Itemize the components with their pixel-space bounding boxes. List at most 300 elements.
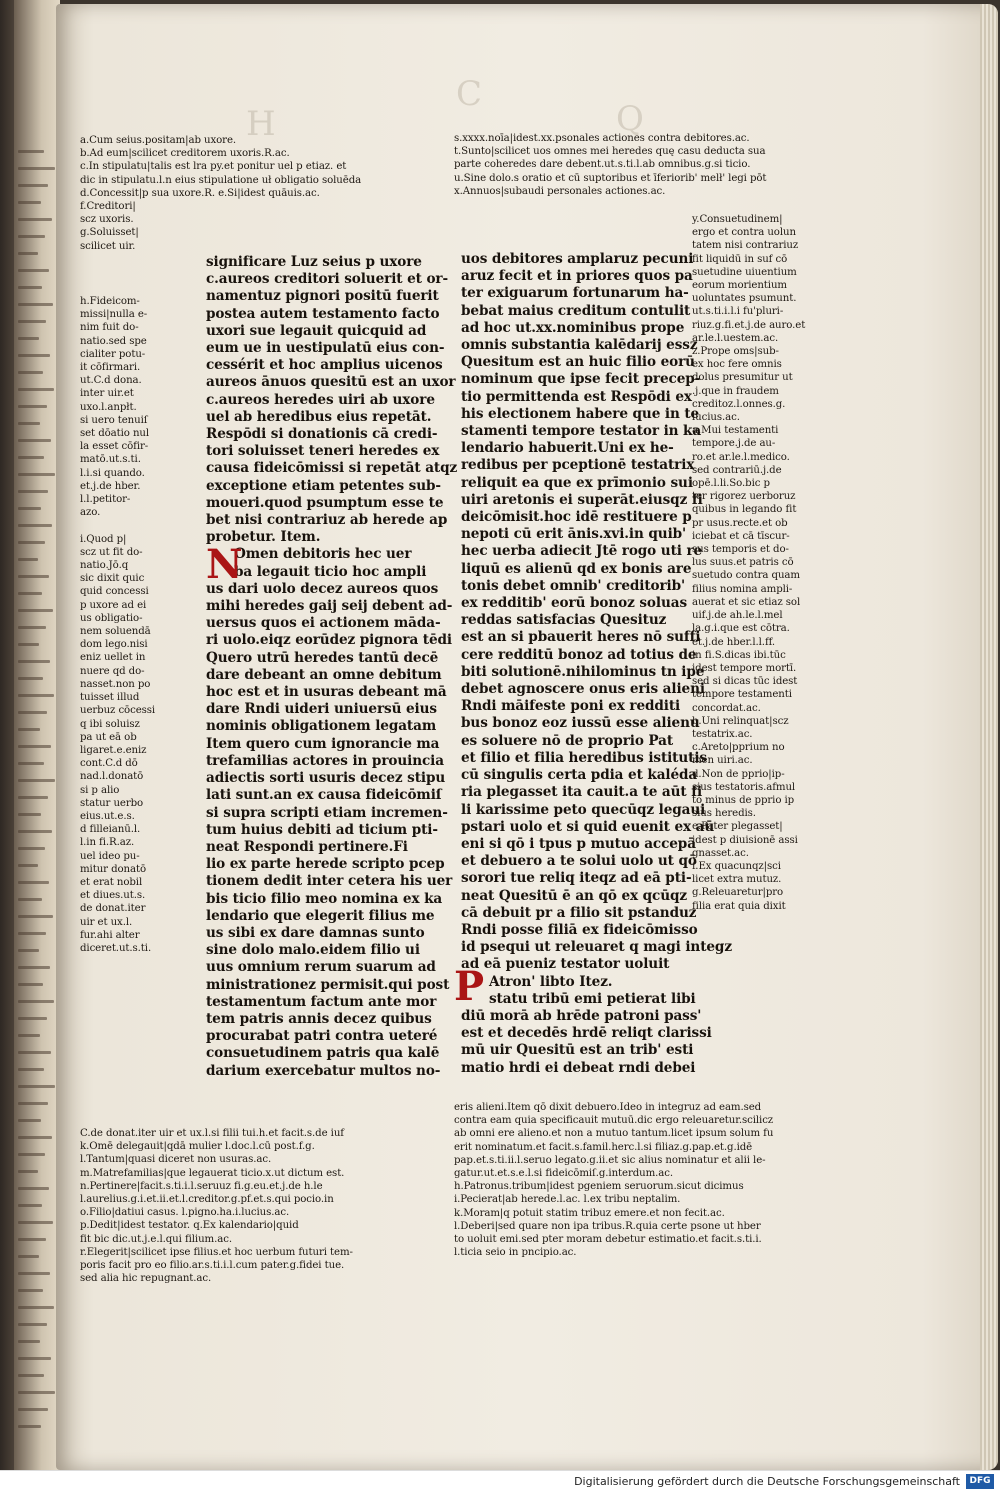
text-line: Omen debitoris hec uer	[234, 546, 412, 563]
facing-page-text-stub	[18, 1323, 47, 1326]
facing-page-text-stub	[18, 694, 54, 697]
text-line: missi|nulla e-	[80, 309, 148, 321]
facing-page-text-stub	[18, 524, 52, 527]
text-line: us obligatio-	[80, 612, 143, 624]
text-line: et filio et filia heredibus istitutis	[461, 749, 707, 766]
text-line: probetur. Item.	[206, 529, 321, 546]
gloss-top-left	[80, 134, 420, 253]
text-line: eorum morientium	[692, 280, 787, 292]
text-line: r.Elegerit|scilicet ipse filius.et hoc uerbum futuri tem-	[80, 1246, 353, 1258]
text-line: nim fuit do-	[80, 322, 139, 334]
text-line: k.Moram|q potuit statim tribuz emere.et non fecit.ac.	[454, 1207, 725, 1219]
facing-page-text-stub	[18, 1340, 40, 1343]
manuscript-page	[56, 4, 998, 1470]
text-line: ria plegasset ita cauit.a te aūt fi	[461, 784, 703, 801]
footer-bar	[0, 1470, 1000, 1493]
text-line: aruz fecit et in priores quos pa	[461, 268, 693, 285]
facing-page-text-stub	[18, 473, 55, 476]
facing-page-text-stub	[18, 167, 55, 170]
gloss-bottom-right	[454, 1101, 834, 1259]
text-line: bis ticio filio meo nomina ex ka	[206, 890, 443, 907]
text-line: ut.s.ti.i.l.i fu'pluri-	[692, 306, 784, 318]
facing-page-text-stub	[18, 235, 45, 238]
text-line: sius testatoris.afmul	[692, 781, 796, 793]
text-line: n.Pertinere|facit.s.ti.i.l.seruuz fi.g.eu.et.j.de h.le	[80, 1180, 323, 1192]
facing-page-text-stub	[18, 507, 41, 510]
text-line: dare debeant an omne debitum	[206, 666, 442, 683]
text-line: eniz uellet in	[80, 652, 146, 664]
text-line: de donat.iter	[80, 903, 146, 915]
text-line: u.Sine dolo.s oratio et cū suptoribus et īferiorib' melł' legi pōt	[454, 172, 767, 184]
text-line: reliquit ea que ex prīmonio sui	[461, 474, 693, 491]
text-line: dic in stipulatu.l.n eius stipulatione uł obligatio soluēda	[80, 174, 362, 186]
facing-page-text-stub	[18, 1017, 47, 1020]
text-line: lendario que elegerit filius me	[206, 907, 435, 924]
text-line: ri uolo.eiqz eorūdez pignora tēdi	[206, 632, 452, 649]
text-line: Respōdi si donationis cā credi-	[206, 426, 438, 443]
text-line: eni si qō i tpus p mutuo accepā	[461, 835, 696, 852]
text-line: Rndi posse filiā ex fideicōmisso	[461, 921, 698, 938]
text-line: bebat maius creditum contulit	[461, 302, 691, 319]
text-line: la esset cōfir-	[80, 441, 149, 453]
text-line: natio.sed spe	[80, 335, 147, 347]
text-line: quibus in legando fit	[692, 504, 797, 516]
text-line: cere redditū bonoz ad totius de	[461, 646, 697, 663]
text-line: contra eam quia specificauit mutuū.dic ergo releuaretur.scilicz	[454, 1115, 774, 1127]
text-line: nuere qd do-	[80, 665, 145, 677]
facing-page-text-stub	[18, 1000, 54, 1003]
text-line: h.Patronus.tribum|idest pgeniem seruorum.sicut dicimus	[454, 1181, 744, 1193]
text-line: z.Prope oms|sub-	[692, 346, 779, 358]
text-line: uel ab heredibus eius repetāt.	[206, 408, 432, 425]
facing-page-text-stub	[18, 762, 44, 765]
text-line: p uxore ad ei	[80, 599, 147, 611]
text-line: a.Mui testamenti	[692, 425, 779, 437]
facing-page-text-stub	[18, 286, 42, 289]
dfg-logo: DFG	[966, 1474, 994, 1489]
text-line: lendario habuerit.Uni ex he-	[461, 440, 674, 457]
facing-page-text-stub	[18, 354, 50, 357]
text-line: sorori tue reliq iteqz ad eā pti-	[461, 870, 692, 887]
text-line: uxo.l.anpłt.	[80, 401, 137, 413]
text-line: sed si dicas tūc idest	[692, 676, 798, 688]
text-line: uersus quos ei actionem māda-	[206, 615, 441, 632]
text-line: licet extra mutuz.	[692, 874, 782, 886]
text-line: et.j.de hber.	[80, 480, 141, 492]
text-line: diceret.ut.s.ti.	[80, 942, 152, 954]
text-line: tori soluisset teneri heredes ex	[206, 443, 440, 460]
text-line: moueri.quod psumptum esse te	[206, 494, 444, 511]
text-line: q ibi soluisz	[80, 718, 140, 730]
facing-page-text-stub	[18, 677, 43, 680]
facing-page-text-stub	[18, 1289, 43, 1292]
text-line: erit nominatum.et facit.s.famil.herc.l.si filiaz.g.pap.et.g.idē	[454, 1141, 753, 1153]
left-page-edge	[14, 0, 60, 1470]
facing-page-text-stub	[18, 949, 39, 952]
text-line: namentuz pignori positū fuerit	[206, 288, 439, 305]
text-line: eius.ut.e.s.	[80, 810, 135, 822]
text-line: in fi.S.dicas ibi.tūc	[692, 649, 786, 661]
text-line: lati sunt.an ex causa fideicōmiſ	[206, 787, 442, 804]
text-line: creditoz.l.onnes.g.	[692, 398, 786, 410]
facing-page-text-stub	[18, 813, 41, 816]
text-line: pstari uolo et si quid euenit ex aū	[461, 818, 715, 835]
text-line: men uiri.ac.	[692, 755, 753, 767]
text-line: omnis substantia kalēdarij essz	[461, 337, 698, 354]
facing-page-text-stub	[18, 864, 38, 867]
text-line: pap.et.s.ti.ii.l.seruo legato.g.ii.et sic alius nominatur et alii le-	[454, 1154, 766, 1166]
text-line: cessérit et hoc amplius uicenos	[206, 357, 443, 374]
decorated-initial-p: P	[454, 963, 485, 1010]
text-line: scz ut fit do-	[80, 546, 143, 558]
text-line: it cōfirmari.	[80, 362, 141, 374]
text-line: dare Rndi uideri uniuersū eius	[206, 701, 437, 718]
text-line: l.ticia seio in pncipio.ac.	[454, 1247, 577, 1259]
facing-page-text-stub	[18, 1068, 44, 1071]
text-line: ter exiguarum fortunarum ha-	[461, 285, 689, 302]
text-line: scz uxoris.	[80, 214, 134, 226]
text-line: tempore.j.de au-	[692, 438, 776, 450]
text-line: us sibi ex dare damnas sunto	[206, 924, 425, 941]
text-line: sed alia hic repugnant.ac.	[80, 1273, 212, 1285]
facing-page-text-stub	[18, 1221, 53, 1224]
text-line: uxori sue legauit quicquid ad	[206, 322, 427, 339]
text-line: li karissime peto quecūqz legaui	[461, 801, 706, 818]
text-line: b.Ad eum|scilicet creditorem uxoris.R.ac.	[80, 148, 290, 160]
facing-page-text-stub	[18, 1204, 42, 1207]
text-line: uerbuz cōcessi	[80, 705, 156, 717]
facing-page-text-stub	[18, 745, 51, 748]
text-line: ex redditib' eorū bonoz soluas	[461, 595, 688, 612]
facing-page-text-stub	[18, 932, 46, 935]
facing-page-text-stub	[18, 1119, 41, 1122]
text-line: ex hoc fere omnis	[692, 359, 782, 371]
facing-page-text-stub	[18, 796, 48, 799]
text-line: sus temporis et do-	[692, 544, 789, 556]
text-line: Rndi māifeste poni ex redditi	[461, 698, 681, 715]
text-line: natio.Jō.q	[80, 560, 129, 572]
text-line: tatem nisi contrariuz	[692, 240, 799, 252]
text-line: e.Pater plegasset|	[692, 821, 783, 833]
text-line: adiectis sorti usuris decez stipu	[206, 770, 446, 787]
bleed-through-mark: H	[246, 104, 276, 144]
main-text-column-1	[206, 254, 458, 1080]
facing-page-text-stub	[18, 1170, 38, 1173]
text-line: fur.ahi alter	[80, 929, 140, 941]
text-line: riuz.g.fi.et.j.de auro.et	[692, 319, 806, 331]
facing-page-text-stub	[18, 439, 51, 442]
text-line: uos debitores amplaruz pecuni	[461, 251, 694, 267]
text-line: ad eā pueniz testator uoluit	[461, 956, 670, 973]
text-line	[80, 519, 198, 532]
gloss-top-right	[454, 132, 854, 198]
facing-page-text-stub	[18, 881, 49, 884]
text-line: Atron' libto Itez.	[489, 973, 613, 990]
text-line: ba legauit ticio hoc ampli	[234, 563, 427, 580]
text-line: cū singulis certa pdia et kaléda	[461, 767, 698, 784]
text-line: c.In stipulatu|talis est lra py.et ponitur uel p etiaz. et	[80, 161, 347, 173]
text-line: nad.l.donatō	[80, 771, 144, 783]
text-line: s.xxxx.noīa|idest.xx.psonales actiones contra debitores.ac.	[454, 133, 750, 144]
text-line: l.l.petitor-	[80, 494, 131, 506]
facing-page-text-stub	[18, 1255, 39, 1258]
text-line: bus bonoz eoz iussū esse alienu	[461, 715, 700, 732]
text-line: c.aureos heredes uiri ab uxore	[206, 391, 435, 408]
text-line: lio ex parte herede scripto pcep	[206, 856, 445, 873]
text-line: sine dolo malo.eidem filio ui	[206, 942, 420, 959]
text-line: cont.C.d dō	[80, 758, 138, 770]
text-line: ro.et ar.le.l.medico.	[692, 451, 790, 463]
facing-page-text-stub	[18, 1272, 50, 1275]
text-line: l.Deberi|sed quare non ipa tribus.R.quia certe psone ut hber	[454, 1220, 761, 1232]
facing-page-text-stub	[18, 1136, 52, 1139]
text-line: l.i.si quando.	[80, 467, 145, 479]
facing-page-text-stub	[18, 847, 45, 850]
facing-page-text-stub	[18, 303, 53, 306]
facing-page-text-stub	[18, 541, 45, 544]
text-line: hec uerba adiecit Jtē rogo uti re	[461, 543, 703, 560]
facing-page-text-stub	[18, 252, 38, 255]
text-line: procurabat patri contra ueteré	[206, 1028, 438, 1045]
text-line: tio permittenda est Respōdi ex	[461, 388, 692, 405]
facing-page-text-stub	[18, 1102, 48, 1105]
text-line: tonis debet omnib' creditorib'	[461, 577, 686, 594]
text-line: l.Tantum|quasi diceret non usuras.ac.	[80, 1154, 272, 1166]
text-line: Quero utrū heredes tantū decē	[206, 649, 439, 666]
text-line: gatur.ut.et.s.e.l.si fideicōmiſ.g.interdum.ac.	[454, 1168, 674, 1180]
facing-page-text-stub	[18, 320, 46, 323]
text-line: matio hrdi ei debeat rndi debei	[461, 1059, 696, 1076]
text-line: pr usus.recte.et ob	[692, 517, 788, 529]
text-line: parte coheredes dare debent.ut.s.ti.l.ab omnibus.g.si ticio.	[454, 159, 751, 171]
text-line: exceptione etiam petentes sub-	[206, 477, 441, 494]
text-line: lucius.ac.	[692, 412, 740, 424]
text-line: uir et ux.l.	[80, 916, 133, 928]
facing-page-text-stub	[18, 1391, 55, 1394]
text-line: filia erat quia dixit	[692, 900, 786, 912]
text-line: nominis obligationem legatam	[206, 718, 437, 735]
text-line: neat Quesitū ē an qō ex qcūqz	[461, 887, 688, 904]
text-line: t.Sunto|scilicet uos omnes mei heredes quę casu deducta sua	[454, 146, 766, 158]
facing-page-text-stub	[18, 371, 43, 374]
text-line: fit liquidū in suf cō	[692, 253, 788, 265]
text-line: to minus de pprio ip	[692, 794, 795, 806]
text-line: idest p diuisionē assi	[692, 834, 798, 846]
text-line: c.Areto|pprium no	[692, 742, 785, 754]
text-line: uel ideo pu-	[80, 850, 140, 862]
text-line: ar.le.l.uestem.ac.	[692, 332, 779, 344]
text-line: deicōmisit.hoc idē restituere p	[461, 509, 692, 526]
text-line: mū uir Quesitū est an trib' esti	[461, 1042, 694, 1059]
text-line: his electionem habere que in te	[461, 405, 700, 422]
text-line: causa fideicōmissi si repetāt atqz	[206, 460, 458, 477]
text-line: x.Annuos|subaudi personales actiones.ac.	[454, 185, 666, 197]
facing-page-text-stub	[18, 422, 40, 425]
text-line: mihi heredes gaij seij debent ad-	[206, 598, 453, 615]
text-line: ter rigorez uerboruz	[692, 491, 796, 503]
facing-page-text-stub	[18, 966, 50, 969]
text-line: la.g.i.que est cōtra.	[692, 623, 790, 635]
facing-page-text-stub	[18, 1306, 54, 1309]
text-line: statu tribū emi petierat libi	[489, 990, 696, 1007]
text-line: bet nisi contrariuz ab herede ap	[206, 512, 448, 529]
facing-page-text-stub	[18, 779, 55, 782]
text-line: uif.j.de ah.le.l.mel	[692, 610, 783, 622]
text-line: d.Non de pprio|ip-	[692, 768, 785, 780]
text-line: opē.l.li.So.bic p	[692, 478, 770, 490]
text-line: nem soluendā	[80, 626, 151, 638]
facing-page-text-stub	[18, 201, 41, 204]
facing-page-text-stub	[18, 150, 44, 153]
text-line: ad hoc ut.xx.nominibus prope	[461, 319, 685, 336]
bleed-through-mark: C	[456, 74, 483, 114]
text-line: suetudo contra quam	[692, 570, 800, 582]
gloss-bottom-left	[80, 1127, 420, 1285]
facing-page-text-stub	[18, 1034, 40, 1037]
text-line: consuetudinem patris qua kalē	[206, 1045, 440, 1062]
facing-page-text-stub	[18, 388, 54, 391]
text-line: filius nomina ampli-	[692, 583, 793, 595]
text-line: ministrationez permisit.qui post	[206, 976, 450, 993]
text-line: et debuero a te solui uolo ut qō	[461, 853, 697, 870]
facing-page-text-stub	[18, 184, 48, 187]
text-line: ligaret.e.eniz	[80, 744, 147, 756]
text-line: redibus per pceptionē testatrix	[461, 457, 695, 474]
text-line: inter uir.et	[80, 388, 134, 400]
facing-page-text-stub	[18, 711, 47, 714]
facing-page-text-stub	[18, 269, 49, 272]
text-line: es soluere nō de proprio Pat	[461, 732, 674, 749]
facing-page-text-stub	[18, 1357, 51, 1360]
text-line: si p alio	[80, 784, 120, 796]
facing-page-text-stub	[18, 1238, 46, 1241]
facing-page-text-stub	[18, 643, 39, 646]
facing-page-text-stub	[18, 456, 44, 459]
text-line: dolus presumitur ut	[692, 372, 793, 384]
text-line: et.j.de hber.l.l.ff.	[692, 636, 776, 648]
text-line: d filleianū.l.	[80, 824, 141, 836]
text-line: scilicet uir.	[80, 240, 136, 252]
text-line: est an si pbauerit heres nō suffi	[461, 629, 701, 646]
text-line: o.Filio|datiui casus. l.pigno.ha.i.lucius.ac.	[80, 1207, 290, 1219]
facing-page-text-stub	[18, 1187, 49, 1190]
text-line: iciebat et cā tīscur-	[692, 530, 790, 542]
text-line: .j.que in fraudem	[692, 385, 779, 397]
text-line: hoc est et in usuras debeant mā	[206, 684, 447, 701]
text-line: us dari uolo decez aureos quos	[206, 580, 439, 597]
page-stack-edges	[980, 4, 998, 1470]
text-line: uus omnium rerum suarum ad	[206, 959, 436, 976]
text-line: tum huius debiti ad ticium pti-	[206, 821, 438, 838]
text-line: k.Omē delegauit|qdā mulier l.doc.l.cū post.f.g.	[80, 1141, 315, 1153]
text-line: cā debuit pr a filio sit pstanduz	[461, 904, 697, 921]
text-line: testatrix.ac.	[692, 728, 753, 740]
text-line: stamenti tempore testator in ka	[461, 423, 702, 440]
text-line: matō.ut.s.ti.	[80, 454, 141, 466]
text-line: idest tempore mortī.	[692, 662, 797, 674]
text-line: dom lego.nisi	[80, 639, 148, 651]
facing-page-text-stub	[18, 660, 50, 663]
text-line: C.de donat.iter uir et ux.l.si filii tui.h.et facit.s.de iuf	[80, 1128, 344, 1139]
facing-page-text-stub	[18, 575, 49, 578]
facing-page-text-stub	[18, 1374, 44, 1377]
text-line: f.Creditori|	[80, 201, 136, 213]
text-line: et diues.ut.s.	[80, 890, 146, 902]
text-line: neat Respondi pertinere.Fi	[206, 838, 408, 855]
text-line: nominum que ipse fecit precep-	[461, 371, 701, 388]
text-line: cialiter potu-	[80, 348, 146, 360]
text-line: si uero tenuiſ	[80, 414, 148, 426]
text-line: significare Luz seius p uxore	[206, 254, 422, 270]
text-line: auerat et sic etiaz sol	[692, 596, 801, 608]
text-line: nasset.non po	[80, 678, 151, 690]
text-line: y.Consuetudinem|	[692, 214, 783, 225]
text-line: si supra scripti etiam incremen-	[206, 804, 448, 821]
facing-page-text-stub	[18, 728, 40, 731]
text-line: liquū es alienū qd ex bonis are	[461, 560, 692, 577]
text-line: quid concessi	[80, 586, 149, 598]
text-line: biti solutionē.nihilominus tn ipe	[461, 663, 705, 680]
facing-page-text-stub	[18, 558, 38, 561]
text-line: i.Quod p|	[80, 533, 127, 545]
facing-page-text-stub	[18, 490, 48, 493]
facing-page-text-stub	[18, 626, 46, 629]
text-line: trefamilias actores in prouincia	[206, 752, 444, 769]
text-line: est et decedēs hrdē reliqt clarissi	[461, 1025, 712, 1042]
text-line: sius heredis.	[692, 808, 756, 820]
text-line: b.Uni relinquat|scz	[692, 715, 789, 727]
text-line: d.Concessit|p sua uxore.R. e.Si|idest quāuis.ac.	[80, 187, 320, 199]
text-line: g.Releuaretur|pro	[692, 887, 784, 899]
text-line: eum ue in uestipulatū eius con-	[206, 340, 445, 357]
text-line: debet agnoscere onus eris alieni	[461, 681, 705, 698]
text-line: suetudine uiuentium	[692, 266, 797, 278]
text-line: mitur donatō	[80, 863, 146, 875]
facing-page-text-stub	[18, 405, 47, 408]
text-line: sic dixit quic	[80, 573, 145, 585]
facing-page-text-stub	[18, 609, 53, 612]
facing-page-text-stub	[18, 218, 52, 221]
text-line: et erat nobil	[80, 876, 143, 888]
text-line: tem patris annis decez quibus	[206, 1010, 432, 1027]
text-line: i.Pecierat|ab herede.l.ac. l.ex tribu neptalim.	[454, 1194, 681, 1206]
text-line: Quesitum est an huic filio eorū	[461, 354, 695, 371]
text-line: l.in fi.R.az.	[80, 837, 135, 849]
facing-page-text-stub	[18, 1051, 51, 1054]
text-line: lus suus.et patris cō	[692, 557, 794, 569]
text-line: l.aurelius.g.i.et.ii.et.l.creditor.g.pf.et.s.qui pocio.in	[80, 1194, 334, 1206]
facing-page-text-stub	[18, 592, 42, 595]
text-line: p.Dedit|idest testator. q.Ex kalendario|quid	[80, 1220, 299, 1232]
text-line: postea autem testamento facto	[206, 305, 440, 322]
text-line: c.aureos creditori soluerit et or-	[206, 271, 449, 288]
text-line: tuisset illud	[80, 692, 140, 704]
text-line: h.Fideicom-	[80, 296, 140, 307]
text-line: aureos ānuos quesitū est an uxor	[206, 374, 456, 391]
facing-page-text-stub	[18, 337, 39, 340]
facing-page-text-stub	[18, 915, 53, 918]
text-line: set dōatio nul	[80, 428, 150, 440]
facing-page-text-stub	[18, 898, 42, 901]
text-line: a.Cum seius.positam|ab uxore.	[80, 135, 237, 146]
text-line: ab omni ere alieno.et non a mutuo tantum.licet ipsum solum fu	[454, 1128, 774, 1140]
text-line: eris alieni.Item qō dixit debuero.Ideo in integruz ad eam.sed	[454, 1102, 762, 1113]
text-line: tionem dedit inter cetera his uer	[206, 873, 453, 890]
decorated-initial-n: N	[206, 541, 243, 588]
text-line: gnasset.ac.	[692, 847, 749, 859]
gloss-left-margin	[80, 295, 198, 955]
text-line: Item quero cum ignorancie ma	[206, 735, 440, 752]
